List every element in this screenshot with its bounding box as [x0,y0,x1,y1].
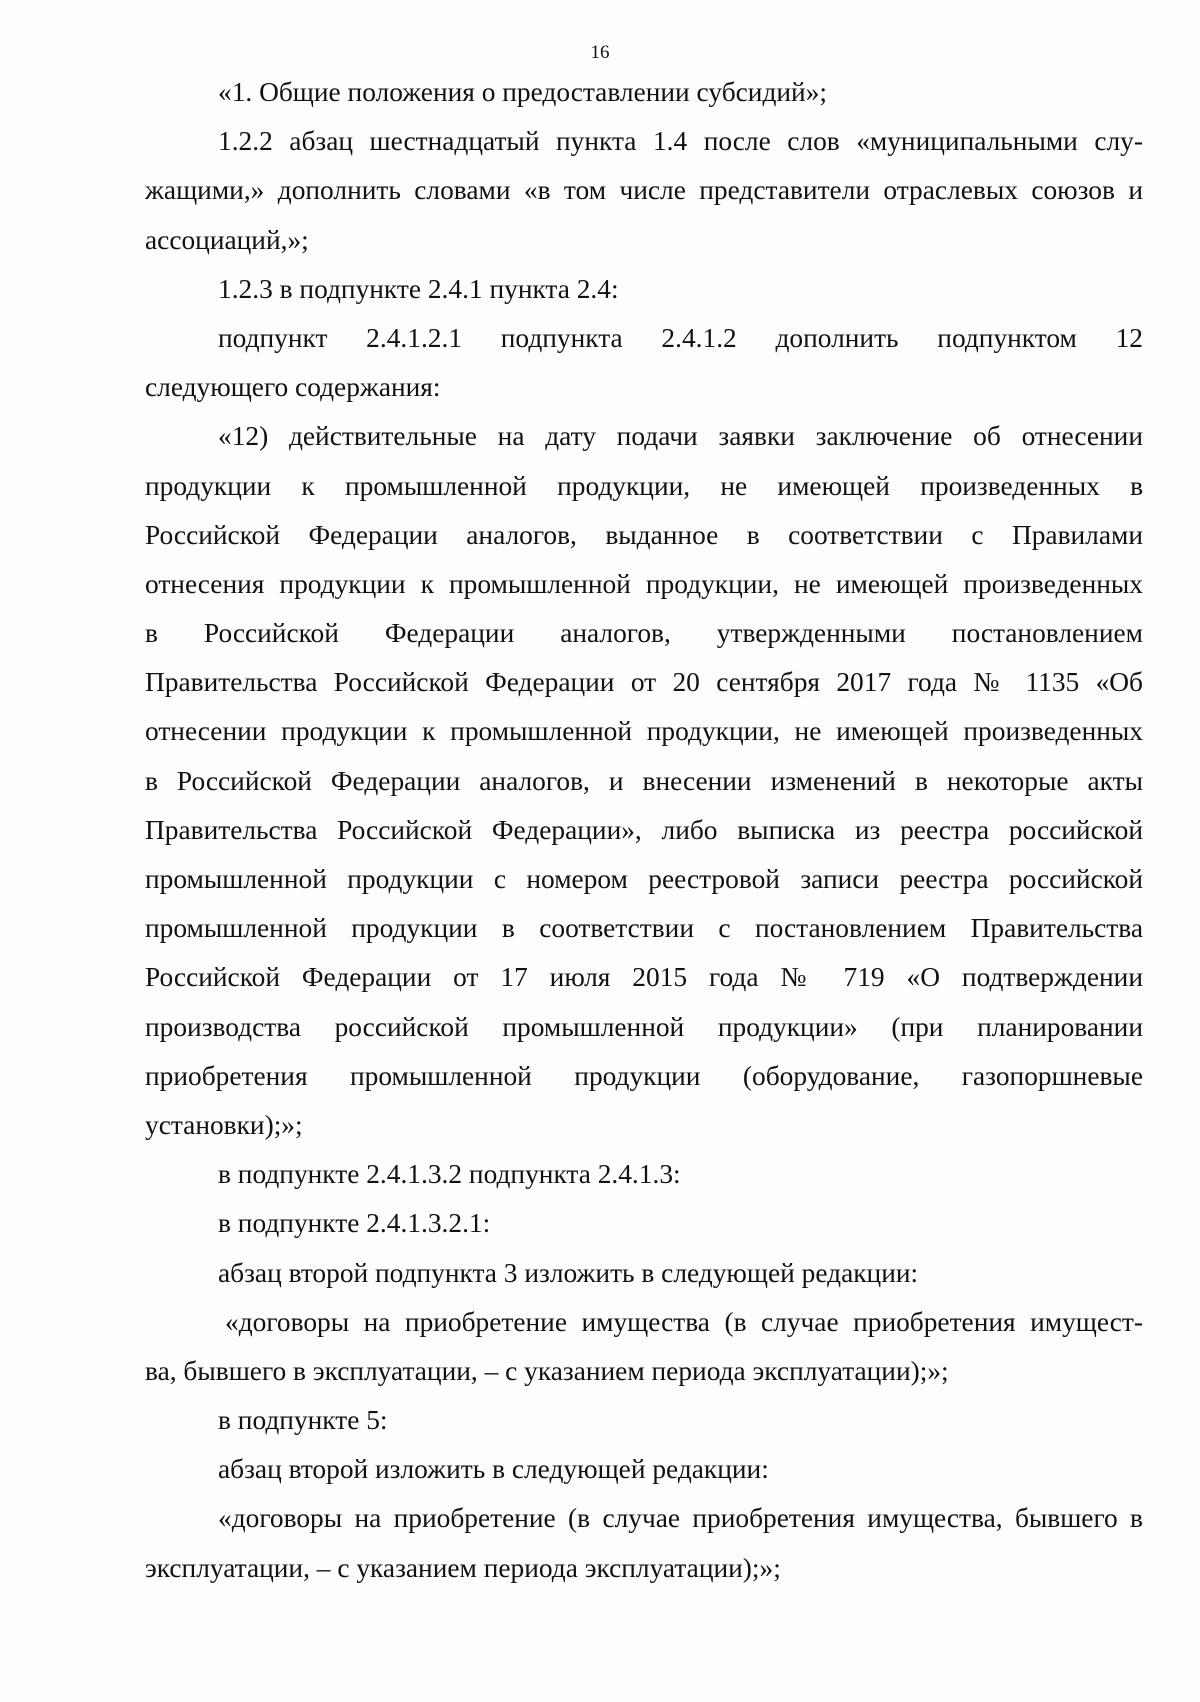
text-line: «договоры на приобретение имущества (в случае приобретения имущест- [225,1306,1143,1337]
text-line: жащими,» дополнить словами «в том числе представители отраслевых союзов и [145,175,1143,206]
text-line: установки);»; [145,1109,303,1140]
text-line: в Российской Федерации аналогов, и внесении изменений в некоторые акты [145,765,1143,796]
text-line: 1.2.2 абзац шестнадцатый пункта 1.4 после слов «муниципальными слу- [218,126,1143,157]
text-line: абзац второй изложить в следующей редакции: [218,1454,769,1485]
text-line: в подпункте 5: [218,1405,388,1436]
text-line: подпункт 2.4.1.2.1 подпункта 2.4.1.2 дополнить подпунктом 12 [218,322,1143,353]
text-line: в подпункте 2.4.1.3.2.1: [218,1208,491,1239]
text-line: Российской Федерации аналогов, выданное в соответствии с Правилами [145,519,1143,550]
text-line: Правительства Российской Федерации», либо выписка из реестра российской [145,814,1143,845]
text-line: в подпункте 2.4.1.3.2 подпункта 2.4.1.3: [218,1159,681,1190]
document-body [145,68,1143,1593]
text-line: приобретения промышленной продукции (оборудование, газопоршневые [145,1060,1143,1091]
text-line: «1. Общие положения о предоставлении субсидий»; [218,77,827,107]
text-line: Российской Федерации от 17 июля 2015 года № 719 «О подтверждении [145,962,1143,993]
text-line: отнесения продукции к промышленной продукции, не имеющей произведенных [145,568,1143,599]
text-line: продукции к промышленной продукции, не имеющей произведенных в [145,470,1143,501]
text-line: «договоры на приобретение (в случае приобретения имущества, бывшего в [218,1503,1143,1534]
text-line: отнесении продукции к промышленной продукции, не имеющей произведенных [145,716,1143,747]
text-line: ва, бывшего в эксплуатации, – с указанием периода эксплуатации);»; [145,1355,949,1386]
text-line: 1.2.3 в подпункте 2.4.1 пункта 2.4: [218,273,619,304]
text-line: «12) действительные на дату подачи заявки заключение об отнесении [218,421,1143,452]
text-line: ассоциаций,»; [145,224,309,255]
text-line: в Российской Федерации аналогов, утвержденными постановлением [145,618,1143,649]
text-line: эксплуатации, – с указанием периода эксплуатации);»; [145,1552,781,1583]
text-line: следующего содержания: [145,372,441,403]
text-line: абзац второй подпункта 3 изложить в следующей редакции: [218,1257,919,1288]
text-line: производства российской промышленной продукции» (при планировании [145,1011,1143,1042]
page-number: 16 [590,42,610,63]
text-line: промышленной продукции в соответствии с постановлением Правительства [145,913,1143,944]
text-line: промышленной продукции с номером реестровой записи реестра российской [145,864,1143,894]
text-line: Правительства Российской Федерации от 20 сентября 2017 года № 1135 «Об [145,667,1143,698]
